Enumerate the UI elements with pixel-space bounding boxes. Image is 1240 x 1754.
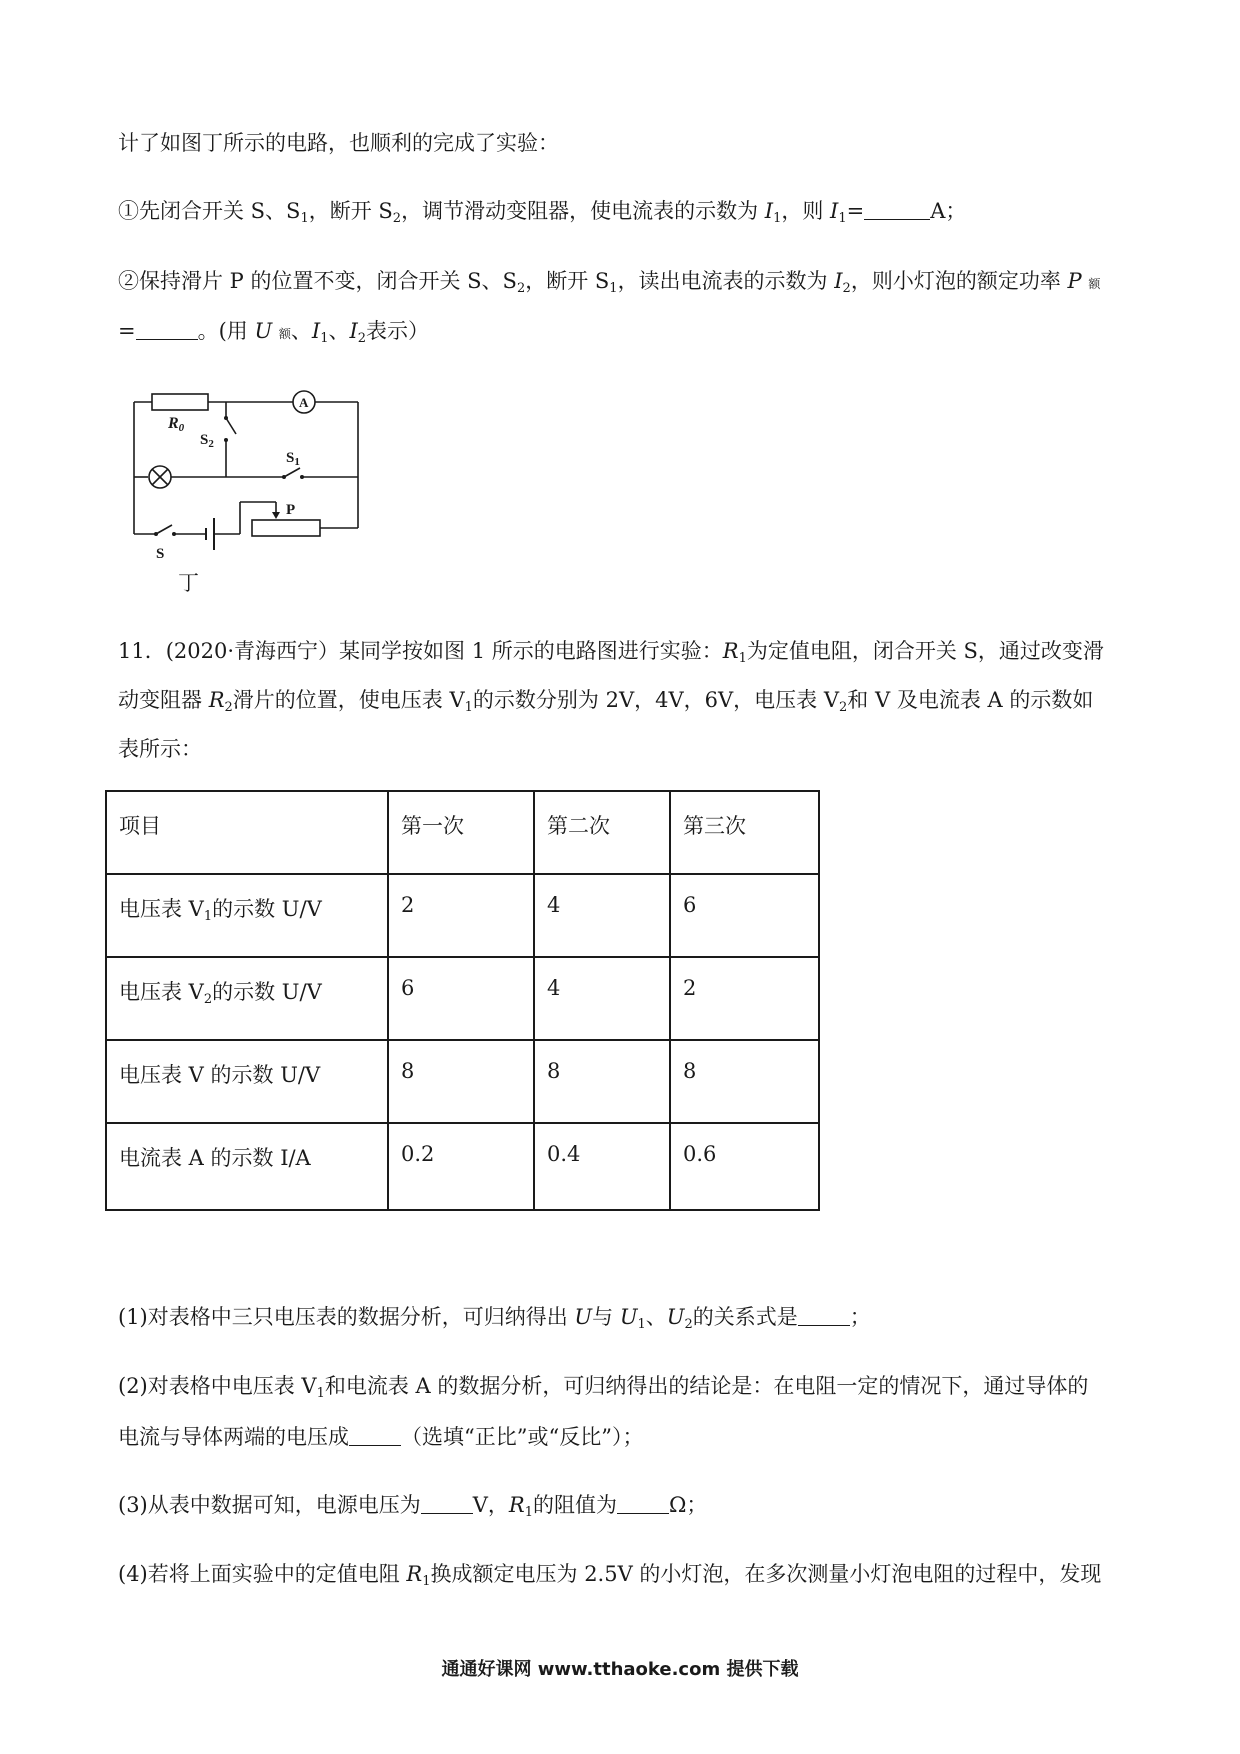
table-header-cell: 项目 [106,791,388,874]
data-table [105,790,820,1211]
table-header-cell: 第一次 [388,791,534,874]
switch-s [156,525,172,534]
table-cell: 0.2 [388,1123,534,1210]
rheostat [252,520,320,536]
label-s: S [156,546,165,562]
table-cell: 6 [670,874,819,957]
label-p: P [286,502,296,518]
table-cell: 2 [670,957,819,1040]
table-cell: 0.6 [670,1123,819,1210]
table-cell: 电压表 V 的示数 U/V [106,1040,388,1123]
answer-blank [617,1495,669,1514]
resistor-r0 [152,394,208,410]
subq2-line2: 电流与导体两端的电压成 （选填“正比”或“反比”）； [118,1425,644,1449]
subq2: (2)对表格中电压表 $V_1$和电流表 A 的数据分析，可归纳得出的结论是：在电阻一定的情况下，通过导体的 [118,1374,1089,1401]
label-s2: $S_2$ [200,432,214,450]
answer-blank [136,321,198,340]
table-cell: 电压表 $V_1$的示数 U/V [106,874,388,957]
page-footer: 通通好课网 www.tthaoke.com 提供下载 [441,1659,799,1680]
table-header-cell: 第二次 [534,791,670,874]
switch-s1 [284,468,300,477]
answer-blank [349,1427,401,1446]
table-row [106,1040,819,1123]
subq4: (4)若将上面实验中的定值电阻 $R_1$换成额定电压为 2.5V 的小灯泡，在多次测量小灯泡电阻的过程中，发现 [118,1562,1102,1589]
intro-text: 计了如图丁所示的电路，也顺利的完成了实验： [118,131,559,155]
table-row [106,1123,819,1210]
circuit-diagram [128,378,368,578]
step2-text: ②保持滑片 P 的位置不变，闭合开关 S、$S_2$，断开 $S_1$，读出电流表的示数为 $I_2$，则小灯泡的额定功率 P 额 [118,269,1101,296]
step2-text-line2: = 。(用 U 额、$I_1$、$I_2$表示） [118,319,430,346]
q11-line3: 表所示： [118,737,202,761]
step1-text: ①先闭合开关 S、$S_1$，断开 $S_2$，调节滑动变阻器，使电流表的示数为 $I_1$，则 $I_1= A$； [118,199,967,226]
answer-blank [798,1307,850,1326]
diagram-caption: 丁 [178,571,199,595]
q11-line1: 11．(2020·青海西宁）某同学按如图 1 所示的电路图进行实验：$R_1$为定值电阻，闭合开关 S，通过改变滑 [118,639,1104,666]
switch-s2 [226,418,236,434]
table-cell: 2 [388,874,534,957]
table-cell: 8 [534,1040,670,1123]
table-row [106,957,819,1040]
label-r0: R0 [168,415,185,434]
label-a: A [299,395,309,410]
table-cell: 4 [534,957,670,1040]
table-cell: 4 [534,874,670,957]
q11-line2: 动变阻器 $R_2$滑片的位置，使电压表 $V_1$的示数分别为 2V，4V，6V，电压表 $V_2$和 V 及电流表 A 的示数如 [118,688,1094,715]
table-cell: 6 [388,957,534,1040]
table-cell: 8 [670,1040,819,1123]
subq1: (1)对表格中三只电压表的数据分析，可归纳得出 U与 $U_1$、$U_2$的关系式是 ； [118,1305,871,1332]
table-row [106,874,819,957]
table-header-row [106,791,819,874]
answer-blank [421,1495,473,1514]
table-cell: 0.4 [534,1123,670,1210]
subq3: (3)从表中数据可知，电源电压为 V，$R_1$的阻值为 Ω； [118,1493,708,1520]
table-cell: 电流表 A 的示数 I/A [106,1123,388,1210]
answer-blank [864,201,930,220]
table-header-cell: 第三次 [670,791,819,874]
table-cell: 8 [388,1040,534,1123]
label-s1: $S_1$ [286,450,300,468]
table-cell: 电压表 $V_2$的示数 U/V [106,957,388,1040]
